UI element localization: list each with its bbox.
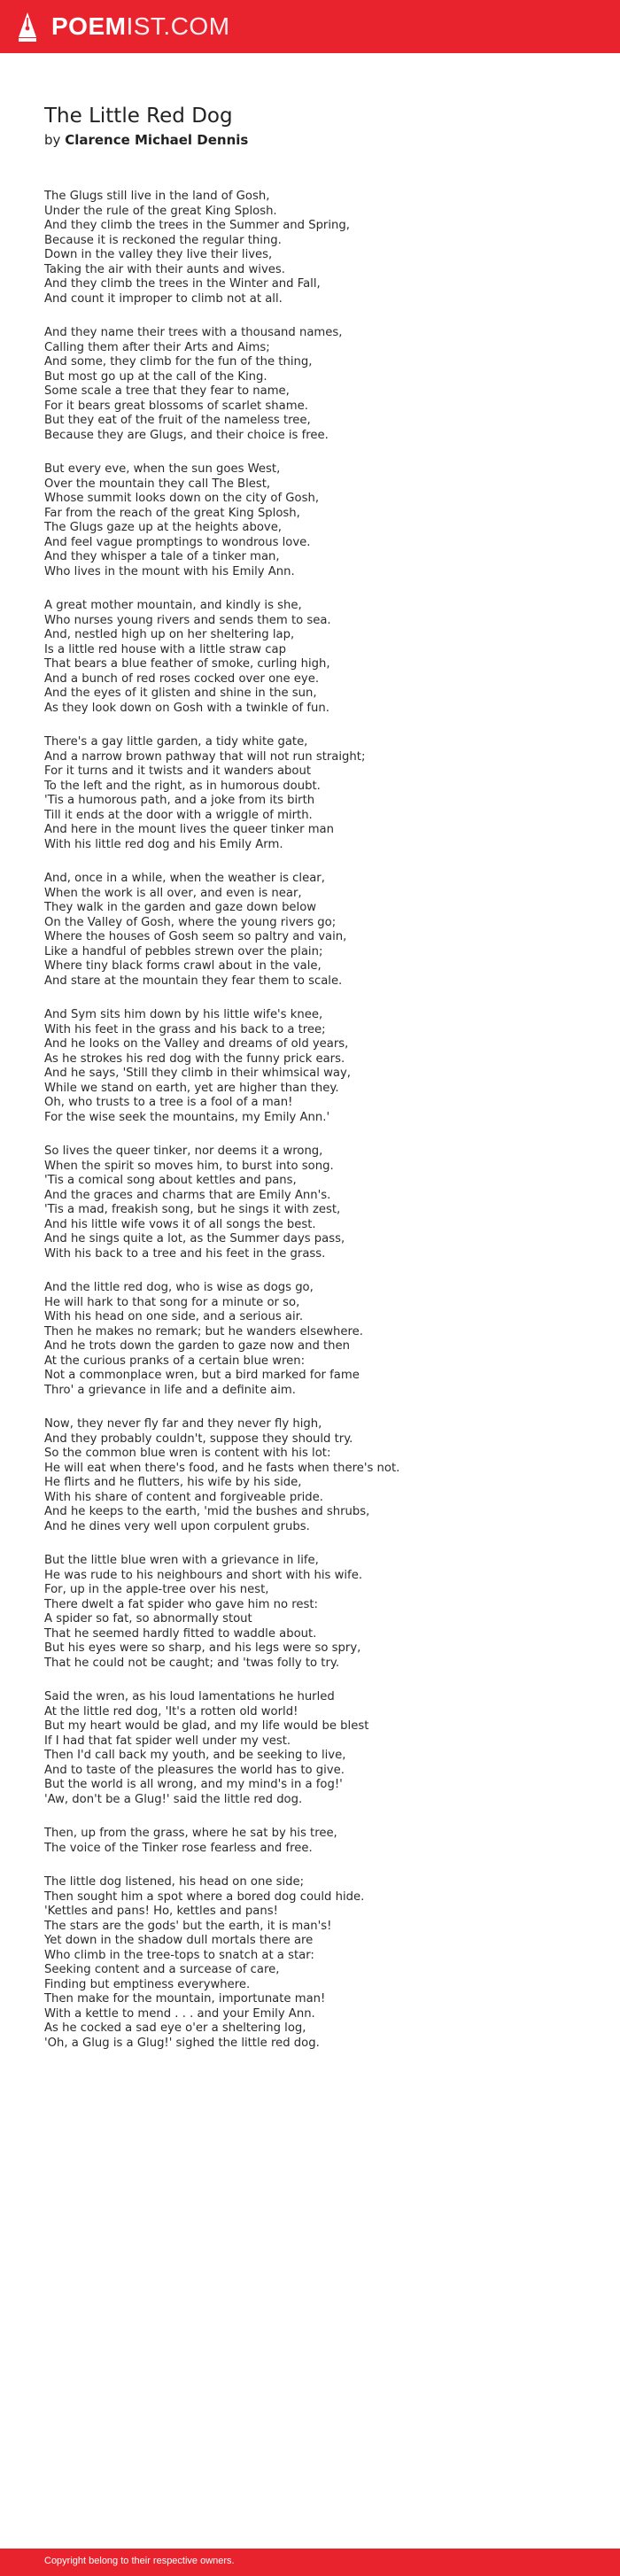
- poem-line: Taking the air with their aunts and wives.: [44, 262, 285, 276]
- poem-line: And he says, 'Still they climb in their whimsical way,: [44, 1067, 351, 1080]
- poem-line: With his share of content and forgiveable pride.: [44, 1490, 323, 1504]
- poem-line: And stare at the mountain they fear them to scale.: [44, 974, 343, 988]
- poem-line: And here in the mount lives the queer tinker man: [44, 823, 334, 836]
- poem-line: Over the mountain they call The Blest,: [44, 477, 271, 491]
- poem-line: But the little blue wren with a grievance in life,: [44, 1554, 319, 1567]
- poem-line: Who nurses young rivers and sends them to sea.: [44, 613, 331, 627]
- poem-line: For the wise seek the mountains, my Emily Ann.': [44, 1110, 330, 1124]
- site-header: [0, 0, 620, 53]
- poem-line: And the eyes of it glisten and shine in the sun,: [44, 687, 317, 700]
- poem-line: For, up in the apple-tree over his nest,: [44, 1583, 269, 1596]
- poem-line: Said the wren, as his loud lamentations he hurled: [44, 1690, 335, 1703]
- poem-line: For it bears great blossoms of scarlet shame.: [44, 399, 308, 413]
- poem-line: Whose summit looks down on the city of Gosh,: [44, 492, 320, 505]
- poem-line: But they eat of the fruit of the nameless tree,: [44, 414, 311, 427]
- poem-title: The Little Red Dog: [44, 105, 233, 128]
- poem-line: And a bunch of red roses cocked over one eye.: [44, 671, 320, 686]
- poem-line: With his little red dog and his Emily Arm.: [44, 837, 283, 851]
- poem-line: Where the houses of Gosh seem so paltry and vain,: [44, 930, 347, 943]
- poem-line: 'Aw, don't be a Glug!' said the little red dog.: [44, 1792, 303, 1806]
- logo-bold-text: POEM: [51, 12, 127, 40]
- stanza: [44, 872, 576, 989]
- poem-line: 'Tis a comical song about kettles and pans,: [44, 1174, 297, 1187]
- poem-line: Then he makes no remark; but he wanders elsewhere.: [44, 1324, 363, 1338]
- poem-line: Who climb in the tree-tops to snatch at a star:: [44, 1948, 314, 1962]
- poem-line: So the common blue wren is content with his lot:: [44, 1447, 331, 1460]
- stanza: [44, 1417, 576, 1534]
- poem-line: And a narrow brown pathway that will not run straight;: [44, 749, 366, 764]
- poem-line: Then sought him a spot where a bored dog could hide.: [44, 1889, 365, 1904]
- poem-line: The Glugs still live in the land of Gosh,: [44, 190, 270, 203]
- poem-line: 'Oh, a Glug is a Glug!' sighed the little red dog.: [44, 2036, 320, 2050]
- poem-line: Down in the valley they live their lives,: [44, 248, 273, 261]
- poem-line: On the Valley of Gosh, where the young rivers go;: [44, 915, 337, 929]
- poem-line: 'Tis a humorous path, and a joke from its birth: [44, 794, 315, 807]
- site-footer: [0, 2549, 620, 2576]
- poem-line: Because it is reckoned the regular thing.: [44, 233, 282, 247]
- poem-line: Then I'd call back my youth, and be seeking to live,: [44, 1749, 346, 1762]
- poem-line: And they climb the trees in the Summer and Spring,: [44, 219, 350, 232]
- poem-line: And they probably couldn't, suppose they should try.: [44, 1432, 353, 1446]
- poem-line: And they climb the trees in the Winter and Fall,: [44, 277, 321, 291]
- poem-line: He will hark to that song for a minute or so,: [44, 1295, 300, 1309]
- poem-line: And feel vague promptings to wondrous love.: [44, 535, 311, 549]
- poem-line: Who lives in the mount with his Emily Ann.: [44, 564, 295, 578]
- poem-line: And to taste of the pleasures the world has to give.: [44, 1763, 345, 1777]
- poem-line: But every eve, when the sun goes West,: [44, 462, 281, 476]
- poem-line: To the left and the right, as in humorous doubt.: [44, 779, 321, 793]
- poem-line: The voice of the Tinker rose fearless and free.: [44, 1841, 313, 1855]
- poem-line: Like a handful of pebbles strewn over the plain;: [44, 944, 323, 958]
- poem-line: And, once in a while, when the weather is clear,: [44, 872, 325, 885]
- poem-line: For it turns and it twists and it wanders about: [44, 764, 311, 778]
- stanza: [44, 1008, 576, 1125]
- poem-body: [44, 190, 576, 2051]
- poem-line: Calling them after their Arts and Aims;: [44, 340, 270, 354]
- poem-line: He flirts and he flutters, his wife by his side,: [44, 1476, 302, 1489]
- poem-line: Because they are Glugs, and their choice is free.: [44, 428, 329, 442]
- poem-line: Then, up from the grass, where he sat by his tree,: [44, 1827, 337, 1840]
- poem-line: As he strokes his red dog with the funny prick ears.: [44, 1051, 345, 1066]
- poem-line: Under the rule of the great King Splosh.: [44, 204, 277, 218]
- stanza: [44, 190, 576, 306]
- poem-line: That he could not be caught; and 'twas folly to try.: [44, 1656, 340, 1670]
- poem-line: And they name their trees with a thousand names,: [44, 326, 343, 339]
- poem-line: And his little wife vows it of all songs the best.: [44, 1217, 316, 1231]
- poem-line: He was rude to his neighbours and short with his wife.: [44, 1568, 363, 1582]
- poem-line: And he keeps to the earth, 'mid the bushes and shrubs,: [44, 1505, 370, 1518]
- poem-line: And count it improper to climb not at all.: [44, 291, 283, 306]
- poem-content: [44, 103, 576, 2070]
- poem-line: With his head on one side, and a serious air.: [44, 1310, 304, 1323]
- poem-line: There's a gay little garden, a tidy white gate,: [44, 735, 308, 749]
- poem-line: 'Kettles and pans! Ho, kettles and pans!: [44, 1905, 278, 1918]
- poem-line: At the little red dog, 'It's a rotten old world!: [44, 1704, 298, 1719]
- poem-line: If I had that fat spider well under my vest.: [44, 1734, 291, 1748]
- poem-line: The stars are the gods' but the earth, it is man's!: [44, 1919, 332, 1933]
- poem-line: Is a little red house with a little straw cap: [44, 642, 286, 656]
- poem-line: With his back to a tree and his feet in the grass.: [44, 1246, 326, 1261]
- poem-line: The little dog listened, his head on one side;: [44, 1875, 305, 1889]
- stanza: [44, 1690, 576, 1807]
- poem-line: 'Tis a mad, freakish song, but he sings it with zest,: [44, 1203, 341, 1216]
- poem-line: Then make for the mountain, importunate man!: [44, 1992, 326, 2006]
- poem-line: Yet down in the shadow dull mortals there are: [44, 1934, 314, 1947]
- site-logo[interactable]: [51, 12, 230, 41]
- poem-line: Thro' a grievance in life and a definite aim.: [44, 1383, 296, 1397]
- logo-light-text: IST.COM: [126, 12, 230, 40]
- stanza: [44, 1875, 576, 2051]
- poem-line: But the world is all wrong, and my mind's in a fog!': [44, 1778, 343, 1791]
- poem-line: And, nestled high up on her sheltering lap,: [44, 628, 295, 641]
- poem-line: When the spirit so moves him, to burst into song.: [44, 1159, 334, 1173]
- poem-line: But my heart would be glad, and my life would be blest: [44, 1719, 369, 1733]
- poem-line: But his eyes were so sharp, and his legs were so spry,: [44, 1641, 361, 1655]
- poem-line: As he cocked a sad eye o'er a sheltering log,: [44, 2021, 306, 2035]
- poem-line: Finding but emptiness everywhere.: [44, 1977, 251, 1991]
- poem-line: That he seemed hardly fitted to waddle about.: [44, 1626, 317, 1641]
- stanza: [44, 735, 576, 852]
- poem-line: With his feet in the grass and his back to a tree;: [44, 1022, 326, 1036]
- byline-by: by: [44, 132, 61, 148]
- poem-line: But most go up at the call of the King.: [44, 369, 267, 384]
- poem-line: With a kettle to mend . . . and your Emily Ann.: [44, 2006, 315, 2021]
- poem-line: As they look down on Gosh with a twinkle of fun.: [44, 701, 329, 715]
- byline: [44, 131, 576, 149]
- poem-line: At the curious pranks of a certain blue wren:: [44, 1354, 306, 1368]
- poem-line: The Glugs gaze up at the heights above,: [44, 521, 282, 534]
- poem-line: So lives the queer tinker, nor deems it a wrong,: [44, 1144, 323, 1158]
- poem-line: Far from the reach of the great King Splosh,: [44, 506, 300, 520]
- poem-line: Now, they never fly far and they never fly high,: [44, 1417, 322, 1431]
- poem-line: He will eat when there's food, and he fasts when there's not.: [44, 1461, 400, 1475]
- poem-line: And he looks on the Valley and dreams of old years,: [44, 1037, 349, 1051]
- poem-line: And the little red dog, who is wise as dogs go,: [44, 1281, 314, 1294]
- pen-nib-icon[interactable]: [16, 11, 39, 43]
- poem-line: Till it ends at the door with a wriggle of mirth.: [44, 808, 313, 822]
- poem-line: They walk in the garden and gaze down below: [44, 901, 317, 914]
- poem-line: And some, they climb for the fun of the thing,: [44, 355, 313, 369]
- poem-line: And he trots down the garden to gaze now and then: [44, 1339, 351, 1353]
- poem-line: Oh, who trusts to a tree is a fool of a man!: [44, 1096, 293, 1109]
- stanza: [44, 1554, 576, 1671]
- poem-line: And they whisper a tale of a tinker man,: [44, 550, 280, 563]
- poem-line: And the graces and charms that are Emily Ann's.: [44, 1188, 331, 1202]
- poem-line: And he sings quite a lot, as the Summer days pass,: [44, 1232, 345, 1245]
- stanza: [44, 599, 576, 716]
- poem-line: A spider so fat, so abnormally stout: [44, 1612, 252, 1626]
- poem-line: When the work is all over, and even is near,: [44, 886, 302, 900]
- copyright-notice: Copyright belong to their respective owners.: [44, 2556, 235, 2566]
- poem-line: And Sym sits him down by his little wife's knee,: [44, 1008, 323, 1021]
- poem-line: Not a commonplace wren, but a bird marked for fame: [44, 1369, 360, 1382]
- stanza: [44, 1144, 576, 1261]
- poem-line: Some scale a tree that they fear to name,: [44, 384, 290, 398]
- author-name: Clarence Michael Dennis: [65, 132, 249, 148]
- poem-line: While we stand on earth, yet are higher than they.: [44, 1081, 339, 1095]
- stanza: [44, 462, 576, 579]
- poem-line: There dwelt a fat spider who gave him no rest:: [44, 1597, 318, 1611]
- stanza: [44, 1827, 576, 1856]
- poem-line: Where tiny black forms crawl about in the vale,: [44, 959, 322, 973]
- poem-line: Seeking content and a surcease of care,: [44, 1963, 280, 1976]
- poem-line: That bears a blue feather of smoke, curling high,: [44, 657, 330, 671]
- stanza: [44, 326, 576, 443]
- poem-line: A great mother mountain, and kindly is she,: [44, 599, 302, 612]
- stanza: [44, 1281, 576, 1398]
- poem-line: And he dines very well upon corpulent grubs.: [44, 1519, 310, 1533]
